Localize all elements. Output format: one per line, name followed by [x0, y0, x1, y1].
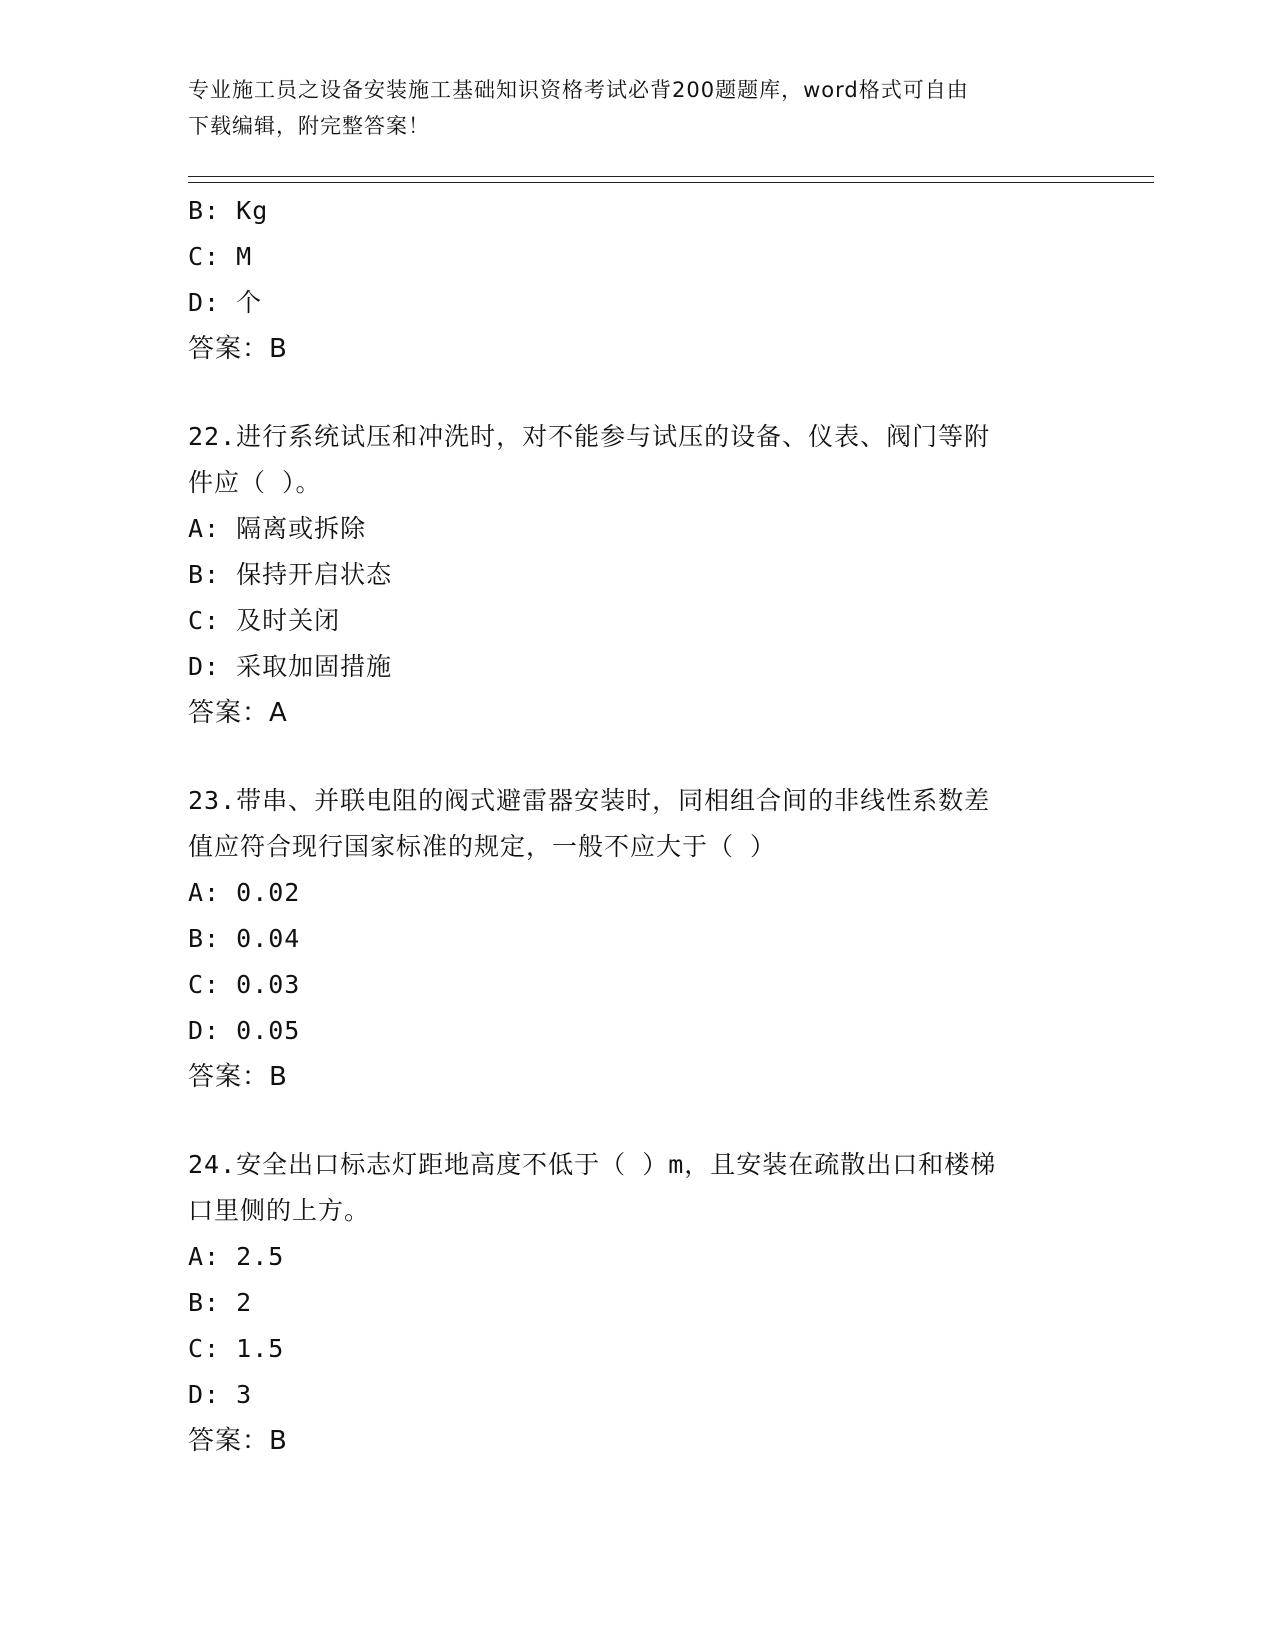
question-block-23	[188, 778, 1088, 1100]
option-c: C: 1.5	[188, 1334, 285, 1363]
option-d: D: 0.05	[188, 1016, 301, 1045]
question-block-22	[188, 414, 1088, 736]
answer-label: 答案：B	[188, 334, 288, 364]
option-b: B: 保持开启状态	[188, 560, 393, 589]
question-text-line-1: 24.安全出口标志灯距地高度不低于（ ）m，且安装在疏散出口和楼梯	[188, 1150, 997, 1179]
spacer	[188, 1100, 1088, 1142]
page-header	[188, 72, 1088, 144]
option-c: C: M	[188, 242, 253, 271]
header-title-line-1: 专业施工员之设备安装施工基础知识资格考试必背200题题库，word格式可自由	[188, 78, 969, 102]
question-text-line-2: 值应符合现行国家标准的规定，一般不应大于（ ）	[188, 832, 777, 861]
header-divider-bottom	[188, 182, 1154, 183]
question-block-21	[188, 188, 1088, 372]
option-a: A: 2.5	[188, 1242, 285, 1271]
option-c: C: 及时关闭	[188, 606, 341, 635]
option-a: A: 0.02	[188, 878, 301, 907]
answer-label: 答案：B	[188, 1426, 288, 1456]
document-body	[188, 188, 1088, 1464]
spacer	[188, 372, 1088, 414]
option-d: D: 采取加固措施	[188, 652, 393, 681]
option-d: D: 3	[188, 1380, 253, 1409]
question-text-line-2: 口里侧的上方。	[188, 1196, 371, 1225]
question-text-line-1: 22.进行系统试压和冲洗时，对不能参与试压的设备、仪表、阀门等附	[188, 422, 991, 451]
option-a: A: 隔离或拆除	[188, 514, 367, 543]
question-block-24	[188, 1142, 1088, 1464]
spacer	[188, 736, 1088, 778]
option-b: B: 0.04	[188, 924, 301, 953]
question-text-line-2: 件应（ ）。	[188, 468, 322, 497]
question-text-line-1: 23.带串、并联电阻的阀式避雷器安装时，同相组合间的非线性系数差	[188, 786, 991, 815]
header-title-line-2: 下载编辑，附完整答案！	[188, 114, 430, 138]
answer-label: 答案：A	[188, 698, 288, 728]
option-d: D: 个	[188, 288, 263, 317]
option-c: C: 0.03	[188, 970, 301, 999]
option-b: B: 2	[188, 1288, 253, 1317]
option-b: B: Kg	[188, 196, 269, 225]
answer-label: 答案：B	[188, 1062, 288, 1092]
header-divider-top	[188, 176, 1154, 177]
